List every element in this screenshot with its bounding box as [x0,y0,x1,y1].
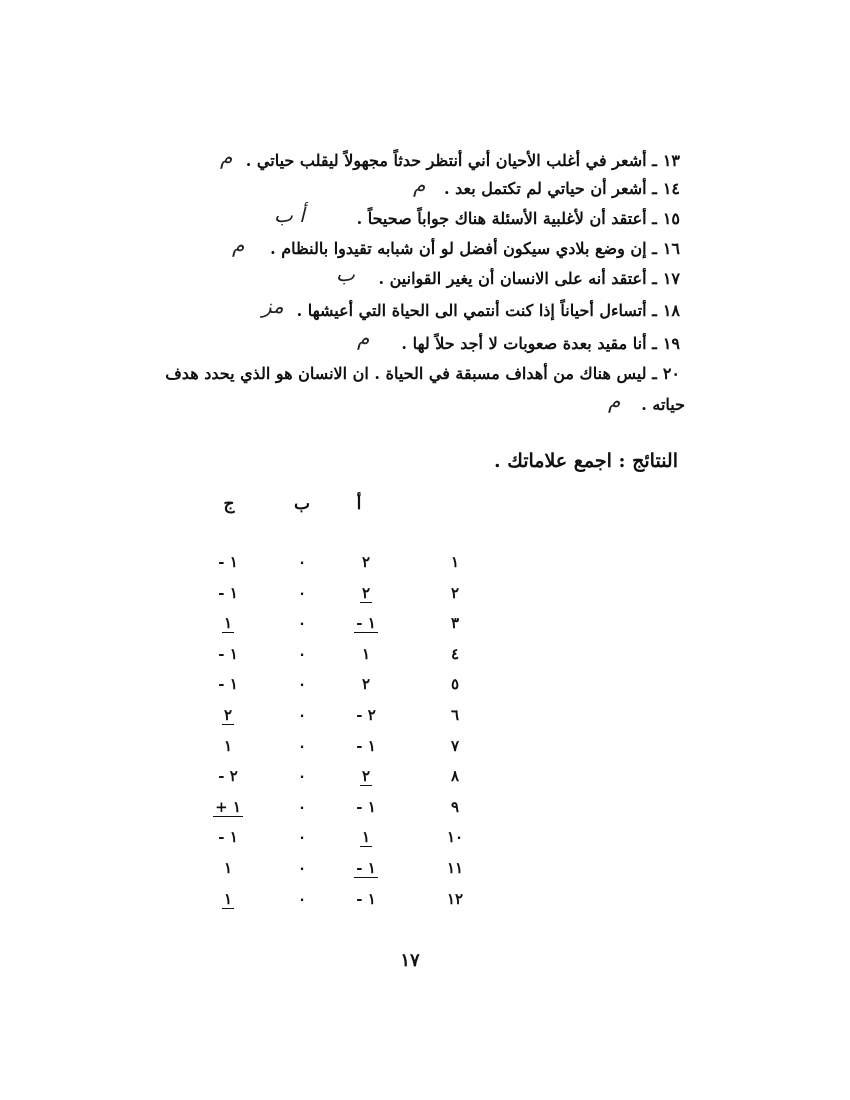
page-number: ١٧ [400,950,420,971]
statement-13 [246,150,680,172]
statement-18 [297,300,680,322]
row-number [427,889,483,909]
handwritten-mark: م [232,233,245,257]
score-cell-a [338,705,394,725]
cell-value: ٢ - [356,706,376,724]
cell-value: ٦ [450,706,460,724]
statement-15 [357,208,680,230]
column-header-ba: ب [293,494,310,514]
statement-text: ـ أنا مقيد بعدة صعوبات لا أجد حلاً لها . [401,334,657,353]
cell-value: ٠ [297,675,307,694]
score-cell-b [274,644,330,664]
statement-20 [165,363,680,385]
cell-value: ٢ [361,675,371,694]
score-cell-b [274,613,330,633]
row-number [427,644,483,664]
cell-value: ١ [450,553,460,571]
cell-value: ٠ [297,644,307,663]
statement-number: ١٦ [662,239,680,258]
cell-value: ٢ - [218,767,238,786]
cell-value: ١ - [218,828,238,847]
score-cell-b [274,552,330,572]
cell-value: ٣ [450,614,460,633]
cell-value: ٧ [450,736,460,755]
score-cell-b [274,736,330,756]
score-cell-a [338,583,394,603]
cell-value: ١ - [218,644,238,663]
row-number [427,705,483,725]
cell-value: ٠ [297,583,307,602]
cell-value: ١ - [218,675,238,694]
score-cell-c [200,705,256,725]
statement-number: ١٧ [662,269,680,288]
handwritten-mark: م [220,145,233,169]
cell-value: ١ [223,736,233,755]
statement-text: ـ أعتقد أنه على الانسان أن يغير القوانين . [378,269,657,288]
cell-value: ١٢ [446,889,464,908]
score-cell-b [274,766,330,786]
statement-16 [270,238,680,260]
cell-value: ٢ [361,553,371,571]
score-cell-c [200,674,256,694]
score-cell-a [338,736,394,756]
cell-value: ١ [223,859,233,877]
row-number [427,827,483,847]
score-cell-a [338,889,394,909]
score-cell-c [200,552,256,572]
score-cell-a [338,827,394,847]
row-number [427,552,483,572]
statement-20-continuation [641,394,685,416]
cell-value: ١ - [218,553,238,571]
row-number [427,858,483,878]
cell-value: ١ - [218,583,238,602]
row-number [427,766,483,786]
handwritten-mark: م [608,389,621,413]
cell-value: ١١ [446,859,464,877]
cell-value: ٠ [297,767,307,786]
cell-value: ٠ [297,889,307,908]
handwritten-mark: مز [262,294,284,318]
score-cell-a [338,766,394,786]
cell-value: ٨ [450,767,460,786]
row-number [427,736,483,756]
score-cell-b [274,674,330,694]
cell-value: ٥ [450,675,460,694]
cell-value: ٠ [297,553,307,571]
cell-value: ١ [361,828,371,847]
statement-number: ١٣ [662,151,680,170]
score-cell-a [338,644,394,664]
statement-text: حياته . [641,395,685,414]
handwritten-mark: م [413,173,426,197]
cell-value: ١ [361,644,371,663]
score-cell-b [274,827,330,847]
cell-value: ١ - [356,889,376,908]
score-cell-c [200,766,256,786]
cell-value: ٤ [450,644,460,663]
score-cell-a [338,674,394,694]
cell-value: ١ - [356,797,376,816]
statement-number: ١٥ [662,209,680,228]
statement-17 [378,268,680,290]
cell-value: ٠ [297,736,307,755]
cell-value: ١ [223,614,233,633]
cell-value: ١ - [356,859,376,877]
score-cell-b [274,889,330,909]
cell-value: ٩ [450,797,460,816]
score-cell-c [200,736,256,756]
cell-value: ٠ [297,706,307,724]
row-number [427,797,483,817]
cell-value: ٠ [297,614,307,633]
score-cell-b [274,705,330,725]
score-cell-b [274,797,330,817]
column-header-jim: ج [223,494,235,514]
statement-text: ـ أشعر أن حياتي لم تكتمل بعد . [444,179,657,198]
column-header-alef: أ [356,494,362,514]
cell-value: ١ [223,889,233,908]
cell-value: ١٠ [446,828,464,847]
score-cell-a [338,858,394,878]
statement-text: ـ ليس هناك من أهداف مسبقة في الحياة . ان الانسان هو الذي يحدد هدف [165,364,657,383]
handwritten-mark: م [357,326,370,350]
score-cell-a [338,552,394,572]
results-heading: النتائج : اجمع علاماتك . [493,450,678,472]
row-number [427,583,483,603]
statement-text: ـ أتساءل أحياناً إذا كنت أنتمي الى الحياة التي أعيشها . [296,301,657,320]
statement-text: ـ إن وضع بلادي سيكون أفضل لو أن شبابه تقيدوا بالنظام . [270,239,657,258]
cell-value: ٢ [361,583,371,602]
cell-value: ٢ [361,767,371,786]
score-cell-c [200,889,256,909]
cell-value: ٠ [297,828,307,847]
statement-19 [401,333,680,355]
statement-number: ١٤ [662,179,680,198]
cell-value: ٠ [297,859,307,877]
cell-value: ٢ [450,583,460,602]
cell-value: ٢ [223,706,233,724]
statement-number: ١٩ [662,334,680,353]
score-cell-b [274,858,330,878]
score-cell-c [200,644,256,664]
cell-value: ١ - [356,736,376,755]
statement-text: ـ أشعر في أغلب الأحيان أني أنتظر حدثاً مجهولاً ليقلب حياتي . [245,151,657,170]
score-cell-c [200,613,256,633]
cell-value: ١ - [356,614,376,633]
score-cell-a [338,613,394,633]
score-cell-b [274,583,330,603]
cell-value: ٠ [297,797,307,816]
statement-14 [444,178,680,200]
handwritten-mark: ب [336,262,355,286]
score-cell-c [200,827,256,847]
cell-value: ١ + [215,797,241,816]
row-number [427,613,483,633]
statement-number: ١٨ [662,301,680,320]
statement-number: ٢٠ [662,364,680,383]
statement-text: ـ أعتقد أن لأغلبية الأسئلة هناك جواباً صحيحاً . [356,209,657,228]
score-cell-c [200,858,256,878]
score-cell-c [200,797,256,817]
score-cell-a [338,797,394,817]
handwritten-mark: أ ب [274,203,305,227]
score-cell-c [200,583,256,603]
row-number [427,674,483,694]
